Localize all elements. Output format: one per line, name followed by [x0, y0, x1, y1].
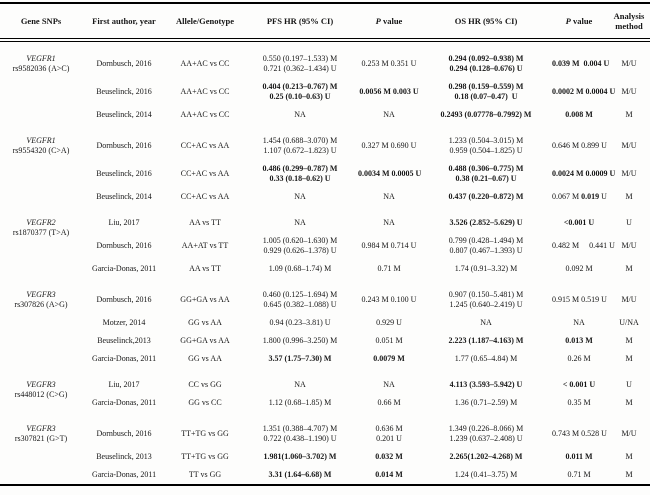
genotype-cell: TT vs GG: [188, 470, 222, 479]
os-p-cell: <0.001 U: [563, 218, 595, 227]
table-row: [0, 106, 650, 124]
column-header-allele-genotype: Allele/Genotype: [166, 3, 244, 40]
analysis-method-cell: U: [626, 380, 632, 389]
column-header-os-hr: OS HR (95% CI): [422, 3, 550, 40]
snp-id: rs9554320 (C>A): [12, 146, 70, 155]
gene-name: VEGFR1: [26, 136, 56, 145]
table-row: [0, 232, 650, 260]
analysis-method-cell: M/U: [621, 429, 637, 438]
table-row: [0, 412, 650, 448]
column-header-first-author-year: First author, year: [82, 3, 166, 40]
gene-snp-cell: [0, 278, 82, 368]
pfs-p-cell: 0.66 M: [377, 398, 401, 407]
pfs-hr-cell: 0.550 (0.197–1.533) M 0.721 (0.362–1.434) U: [262, 54, 338, 73]
gene-snp-cell: [0, 412, 82, 485]
analysis-method-cell: M: [625, 452, 633, 461]
pfs-p-cell: 0.051 M: [375, 336, 403, 345]
os-hr-cell: 1.77 (0.65–4.84) M: [454, 354, 518, 363]
os-hr-cell: 0.907 (0.150–5.481) M 1.245 (0.640–2.419) U: [448, 290, 524, 309]
os-hr-cell: 1.36 (0.71–2.59) M: [454, 398, 518, 407]
gene-snp-cell: [0, 206, 82, 278]
genotype-cell: AA+AC vs CC: [180, 110, 230, 119]
gene-snp-cell: [0, 368, 82, 412]
genotype-cell: AA+AC vs CC: [180, 87, 230, 96]
pfs-hr-cell: 0.404 (0.213–0.767) M 0.25 (0.10–0.63) U: [262, 82, 338, 101]
pfs-p-cell: 0.0034 M 0.0005 U: [358, 169, 422, 178]
table-row: [0, 260, 650, 278]
author-cell: Motzer, 2014: [102, 318, 146, 327]
os-hr-cell: NA: [480, 318, 492, 327]
author-cell: Garcia-Donas, 2011: [91, 398, 157, 407]
column-header-os-p-value: P value: [550, 3, 608, 40]
analysis-method-cell: M: [625, 336, 633, 345]
author-cell: Beuselinck, 2013: [96, 452, 152, 461]
table-row: [0, 466, 650, 485]
table-row: [0, 314, 650, 332]
pfs-p-cell: 0.0056 M 0.003 U: [359, 87, 419, 96]
genotype-cell: GG+GA vs AA: [180, 295, 230, 304]
genotype-cell: CC+AC vs AA: [180, 192, 230, 201]
os-hr-cell: 3.526 (2.852–5.629) U: [449, 218, 523, 227]
pfs-p-cell: 0.032 M: [375, 452, 403, 461]
genotype-cell: TT+TG vs GG: [181, 429, 229, 438]
snp-id: rs307826 (A>G): [14, 300, 68, 309]
column-header-pfs-p-value: P value: [356, 3, 422, 40]
os-hr-cell: 1.74 (0.91–3.32) M: [454, 264, 518, 273]
os-p-cell: < 0.001 U: [562, 380, 596, 389]
header-row: [0, 3, 650, 40]
snp-id: rs448012 (C>G): [14, 390, 68, 399]
table-row: [0, 394, 650, 412]
pfs-p-cell: 0.0079 M: [373, 354, 405, 363]
analysis-method-cell: M: [625, 470, 633, 479]
pfs-hr-cell: NA: [294, 218, 306, 227]
pfs-hr-cell: 1.005 (0.620–1.630) M 0.929 (0.626–1.378) U: [262, 236, 338, 255]
table-row: [0, 368, 650, 394]
column-header-analysis-method: Analysis method: [608, 3, 650, 40]
os-hr-cell: 4.113 (3.593–5.942) U: [449, 380, 523, 389]
genotype-cell: GG vs AA: [188, 318, 222, 327]
table-body: [0, 40, 650, 485]
os-p-cell: 0.039 M 0.004 U: [552, 59, 610, 68]
os-p-cell: 0.35 M: [567, 398, 591, 407]
table-row: [0, 332, 650, 350]
pfs-hr-cell: 3.57 (1.75–7.30) M: [268, 354, 332, 363]
table-row: [0, 188, 650, 206]
genotype-cell: GG vs CC: [188, 398, 222, 407]
gene-name: VEGFR1: [26, 54, 56, 63]
snp-id: rs1870377 (T>A): [12, 228, 70, 237]
author-cell: Dornbusch, 2016: [96, 241, 152, 250]
table-row: [0, 160, 650, 188]
genotype-cell: CC+AC vs AA: [180, 141, 230, 150]
analysis-method-cell: U/NA: [619, 318, 639, 327]
pfs-p-cell: 0.71 M: [377, 264, 401, 273]
os-p-cell: 0.0002 M 0.0004 U: [552, 87, 616, 96]
snp-association-table: [0, 2, 650, 486]
pfs-hr-cell: 0.486 (0.299–0.787) M 0.33 (0.18–0.62) U: [262, 164, 338, 183]
gene-name: VEGFR3: [26, 290, 56, 299]
genotype-cell: AA vs TT: [189, 264, 221, 273]
os-p-cell: 0.26 M: [567, 354, 591, 363]
os-hr-cell: 2.265(1.202–4.268) M: [449, 452, 523, 461]
pfs-p-cell: 0.984 M 0.714 U: [361, 241, 417, 250]
analysis-method-cell: M: [625, 192, 633, 201]
author-cell: Garcia-Donas, 2011: [91, 354, 157, 363]
analysis-method-cell: M/U: [621, 241, 637, 250]
table-row: [0, 78, 650, 106]
os-p-cell: 0.011 M: [565, 452, 593, 461]
os-p-cell: 0.915 M 0.519 U: [552, 295, 607, 304]
os-p-cell: 0.067 M 0.019 U: [552, 192, 607, 201]
pfs-hr-cell: 1.12 (0.68–1.85) M: [268, 398, 332, 407]
author-cell: Dornbusch, 2016: [96, 59, 152, 68]
pfs-p-cell: 0.253 M 0.351 U: [361, 59, 417, 68]
gene-name: VEGFR3: [26, 380, 56, 389]
pfs-hr-cell: NA: [294, 110, 306, 119]
gene-snp-cell: [0, 40, 82, 124]
pfs-hr-cell: 0.94 (0.23–3.81) U: [269, 318, 331, 327]
pfs-hr-cell: 0.460 (0.125–1.694) M 0.645 (0.382–1.088) U: [262, 290, 338, 309]
pfs-hr-cell: 1.800 (0.996–3.250) M: [262, 336, 338, 345]
os-hr-cell: 1.24 (0.41–3.75) M: [454, 470, 518, 479]
os-hr-cell: 2.223 (1.187–4.163) M: [448, 336, 524, 345]
os-p-cell: 0.008 M: [565, 110, 593, 119]
table-row: [0, 206, 650, 232]
os-p-cell: 0.71 M: [567, 470, 591, 479]
os-p-cell: 0.743 M 0.528 U: [552, 429, 607, 438]
pfs-hr-cell: NA: [294, 380, 306, 389]
analysis-method-cell: M/U: [621, 141, 637, 150]
table-row: [0, 124, 650, 160]
pfs-p-cell: NA: [383, 218, 395, 227]
os-hr-cell: 1.233 (0.504–3.015) M 0.959 (0.504–1.825) U: [448, 136, 524, 155]
author-cell: Beuselinck,2013: [97, 336, 151, 345]
analysis-method-cell: M/U: [621, 87, 637, 96]
analysis-method-cell: M: [625, 398, 633, 407]
author-cell: Beuselinck, 2014: [96, 192, 152, 201]
os-hr-cell: 0.488 (0.306–0.775) M 0.38 (0.21–0.67) U: [448, 164, 524, 183]
pfs-p-cell: 0.929 U: [376, 318, 402, 327]
os-hr-cell: 1.349 (0.226–8.066) M 1.239 (0.637–2.408) U: [448, 424, 524, 443]
author-cell: Beuselinck, 2014: [96, 110, 152, 119]
genotype-cell: AA+AC vs CC: [180, 59, 230, 68]
gene-name: VEGFR3: [26, 424, 56, 433]
genotype-cell: AA+AT vs TT: [181, 241, 229, 250]
table-row: [0, 40, 650, 78]
gene-name: VEGFR2: [26, 218, 56, 227]
pfs-p-cell: NA: [383, 110, 395, 119]
author-cell: Beuselinck, 2016: [96, 87, 152, 96]
table-row: [0, 278, 650, 314]
genotype-cell: CC+AC vs AA: [180, 169, 230, 178]
analysis-method-cell: M: [625, 110, 633, 119]
analysis-method-cell: M/U: [621, 295, 637, 304]
author-cell: Liu, 2017: [108, 218, 140, 227]
table-row: [0, 350, 650, 368]
snp-id: rs307821 (G>T): [14, 434, 68, 443]
genotype-cell: CC vs GG: [188, 380, 222, 389]
column-header-pfs-hr: PFS HR (95% CI): [244, 3, 356, 40]
author-cell: Dornbusch, 2016: [96, 141, 152, 150]
table-header: [0, 3, 650, 40]
pfs-hr-cell: NA: [294, 192, 306, 201]
pfs-p-cell: 0.014 M: [375, 470, 403, 479]
analysis-method-cell: M: [625, 354, 633, 363]
pfs-hr-cell: 1.09 (0.68–1.74) M: [268, 264, 332, 273]
gene-snp-cell: [0, 124, 82, 206]
snp-id: rs9582036 (A>C): [12, 64, 70, 73]
author-cell: Dornbusch, 2016: [96, 295, 152, 304]
os-p-cell: 0.013 M: [565, 336, 593, 345]
author-cell: Beuselinck, 2016: [96, 169, 152, 178]
genotype-cell: TT+TG vs GG: [181, 452, 229, 461]
pfs-p-cell: 0.327 M 0.690 U: [361, 141, 417, 150]
genotype-cell: GG vs AA: [188, 354, 222, 363]
pfs-hr-cell: 3.31 (1.64–6.68) M: [268, 470, 332, 479]
pfs-p-cell: 0.636 M 0.201 U: [375, 424, 403, 443]
os-hr-cell: 0.2493 (0.07778–0.7992) M: [440, 110, 532, 119]
os-hr-cell: 0.799 (0.428–1.494) M 0.807 (0.467–1.393) U: [448, 236, 524, 255]
author-cell: Liu, 2017: [108, 380, 140, 389]
os-p-cell: NA: [573, 318, 585, 327]
pfs-p-cell: 0.243 M 0.100 U: [361, 295, 417, 304]
os-hr-cell: 0.298 (0.159–0.559) M 0.18 (0.07–0.47) U: [448, 82, 524, 101]
author-cell: Garcia-Donas, 2011: [91, 264, 157, 273]
analysis-method-cell: M: [625, 264, 633, 273]
pfs-p-cell: NA: [383, 380, 395, 389]
os-hr-cell: 0.437 (0.220–0.872) M: [448, 192, 524, 201]
os-hr-cell: 0.294 (0.092–0.938) M 0.294 (0.128–0.676) U: [448, 54, 524, 73]
pfs-hr-cell: 1.351 (0.388–4.707) M 0.722 (0.438–1.190) U: [262, 424, 338, 443]
analysis-method-cell: M/U: [621, 59, 637, 68]
analysis-method-cell: M/U: [621, 169, 637, 178]
os-p-cell: 0.646 M 0.899 U: [552, 141, 607, 150]
os-p-cell: 0.092 M: [565, 264, 593, 273]
pfs-p-cell: NA: [383, 192, 395, 201]
analysis-method-cell: U: [626, 218, 632, 227]
author-cell: Garcia-Donas, 2011: [91, 470, 157, 479]
author-cell: Dornbusch, 2016: [96, 429, 152, 438]
os-p-cell: 0.0024 M 0.0009 U: [552, 169, 616, 178]
column-header-gene-snps: Gene SNPs: [0, 3, 82, 40]
table-row: [0, 448, 650, 466]
pfs-hr-cell: 1.454 (0.688–3.070) M 1.107 (0.672–1.823) U: [262, 136, 338, 155]
pfs-hr-cell: 1.981(1.060–3.702) M: [263, 452, 337, 461]
genotype-cell: AA vs TT: [189, 218, 221, 227]
os-p-cell: 0.482 M 0.441 U: [552, 241, 615, 250]
genotype-cell: GG+GA vs AA: [180, 336, 230, 345]
